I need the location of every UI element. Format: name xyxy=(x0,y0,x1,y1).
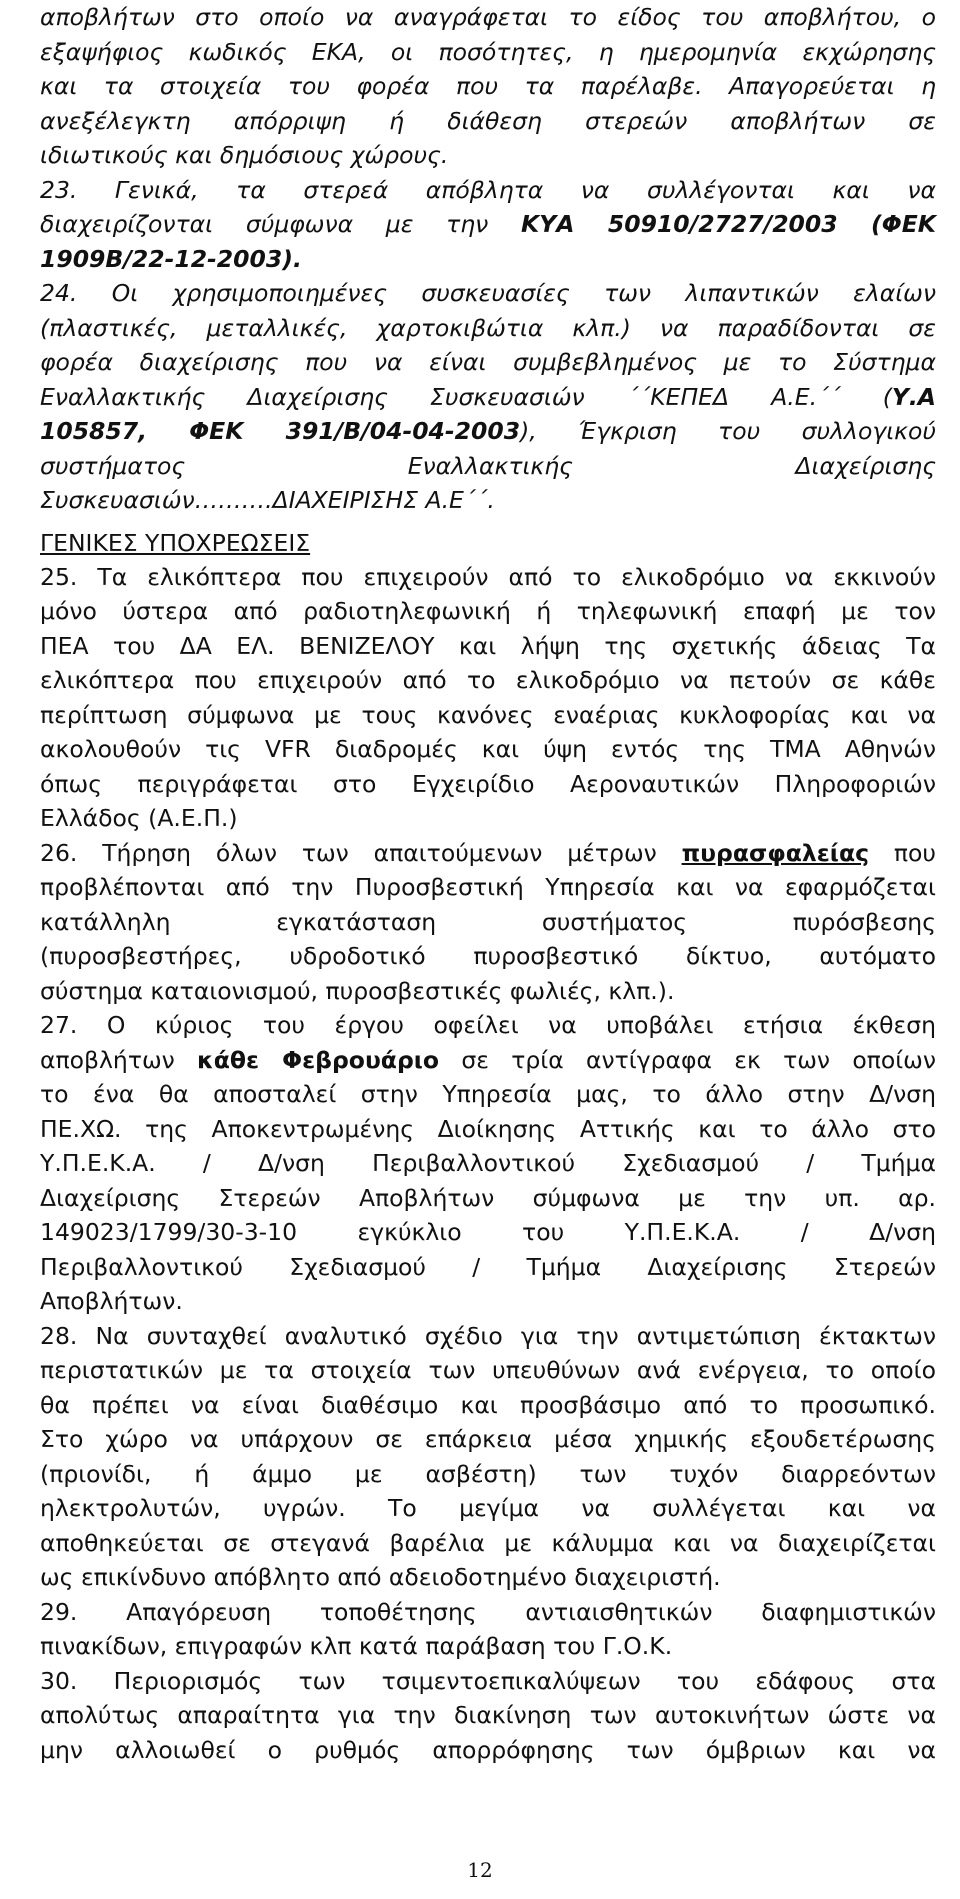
text-line: ανεξέλεγκτη απόρριψη ή διάθεση στερεών αποβλήτων σε xyxy=(40,106,936,135)
text-line: απολύτως απαραίτητα για την διακίνηση των αυτοκινήτων ώστε να xyxy=(40,1701,936,1729)
item-27 xyxy=(40,1008,936,1319)
text-line xyxy=(40,207,936,242)
text-line: 149023/1799/30-3-10 εγκύκλιο του Υ.Π.Ε.Κ.Α. / Δ/νση xyxy=(40,1218,936,1246)
kya-reference: ΚΥΑ 50910/2727/2003 (ΦΕΚ xyxy=(521,210,936,238)
text-line: Υ.Π.Ε.Κ.Α. / Δ/νση Περιβαλλοντικού Σχεδιασμού / Τμήμα xyxy=(40,1149,936,1177)
text-line: και τα στοιχεία του φορέα που τα παρέλαβε. Απαγορεύεται η xyxy=(40,72,936,100)
text-line: (πλαστικές, μεταλλικές, χαρτοκιβώτια κλπ.) να παραδίδονται σε xyxy=(40,313,936,342)
text-line: ΠΕΑ του ΔΑ ΕΛ. ΒΕΝΙΖΕΛΟΥ και λήψη της σχετικής άδειας Τα xyxy=(40,631,936,660)
text-line: μην αλλοιωθεί ο ρυθμός απορρόφησης των όμβριων και να xyxy=(40,1735,936,1764)
text-line: αποβλήτων στο οποίο να αναγράφεται το είδος του αποβλήτου, ο xyxy=(40,3,936,31)
text-line: 27. Ο κύριος του έργου οφείλει να υποβάλει ετήσια έκθεση xyxy=(40,1011,936,1039)
text-line: Αποβλήτων. xyxy=(40,1287,183,1315)
text-line xyxy=(40,836,936,871)
item-23 xyxy=(40,173,936,277)
text-span: 26. Τήρηση όλων των απαιτούμενων μέτρων xyxy=(40,838,682,867)
text-line: (πυροσβεστήρες, υδροδοτικό πυροσβεστικό δίκτυο, αυτόματο xyxy=(40,942,936,970)
text-line: περίπτωση σύμφωνα με τους κανόνες εναέριας κυκλοφορίας και να xyxy=(40,700,936,729)
text-line: αποθηκεύεται σε στεγανά βαρέλια με κάλυμμα και να διαχειρίζεται xyxy=(40,1528,936,1557)
text-line: κατάλληλη εγκατάσταση συστήματος πυρόσβεσης xyxy=(40,907,936,936)
text-line: ακολουθούν τις VFR διαδρομές και ύψη εντός της ΤΜΑ Αθηνών xyxy=(40,735,936,763)
page-number: 12 xyxy=(467,1858,493,1882)
text-line: μόνο ύστερα από ραδιοτηλεφωνική ή τηλεφωνική επαφή με τον xyxy=(40,597,936,625)
text-line: (πριονίδι, ή άμμο με ασβέστη) των τυχόν διαρρεόντων xyxy=(40,1459,936,1488)
item-25 xyxy=(40,560,936,836)
text-line: όπως περιγράφεται στο Εγχειρίδιο Αεροναυτικών Πληροφοριών xyxy=(40,769,936,798)
paragraph-intro xyxy=(40,0,936,173)
text-span: σε τρία αντίγραφα εκ των οποίων xyxy=(439,1045,936,1074)
ya-reference: Υ.Α xyxy=(891,382,936,411)
text-line: συστήματος Εναλλακτικής Διαχείρισης xyxy=(40,451,936,480)
item-24 xyxy=(40,276,936,518)
item-29 xyxy=(40,1595,936,1664)
item-26 xyxy=(40,836,936,1009)
text-line: φορέα διαχείρισης που να είναι συμβεβλημένος με το Σύστημα xyxy=(40,348,936,376)
text-span: ), Έγκριση του συλλογικού xyxy=(520,417,937,445)
spacer xyxy=(40,518,936,526)
february-emphasis: κάθε Φεβρουάριο xyxy=(197,1045,440,1074)
item-30 xyxy=(40,1664,936,1768)
text-line: 25. Τα ελικόπτερα που επιχειρούν από το ελικοδρόμιο να εκκινούν xyxy=(40,562,936,591)
text-line: θα πρέπει να είναι διαθέσιμο και προσβάσιμο από το προσωπικό. xyxy=(40,1390,936,1419)
text-line: ελικόπτερα που επιχειρούν από το ελικοδρόμιο να πετούν σε κάθε xyxy=(40,666,936,694)
text-line: το ένα θα αποσταλεί στην Υπηρεσία μας, το άλλο στην Δ/νση xyxy=(40,1080,936,1108)
text-line: σύστημα καταιονισμού, πυροσβεστικές φωλιές, κλπ.). xyxy=(40,976,675,1005)
fire-safety-emphasis: πυρασφαλείας xyxy=(681,838,870,867)
text-line: ΠΕ.ΧΩ. της Αποκεντρωμένης Διοίκησης Αττικής και το άλλο στο xyxy=(40,1114,936,1143)
text-line: Στο χώρο να υπάρχουν σε επάρκεια μέσα χημικής εξουδετέρωσης xyxy=(40,1425,936,1453)
text-line xyxy=(40,380,936,415)
text-line xyxy=(40,1043,936,1078)
text-span: αποβλήτων xyxy=(40,1045,198,1074)
item-28 xyxy=(40,1319,936,1595)
text-line: εξαψήφιος κωδικός ΕΚΑ, οι ποσότητες, η ημερομηνία εκχώρησης xyxy=(40,37,936,66)
text-line: Διαχείρισης Στερεών Αποβλήτων σύμφωνα με την υπ. αρ. xyxy=(40,1183,936,1212)
text-line: 24. Οι χρησιμοποιημένες συσκευασίες των λιπαντικών ελαίων xyxy=(40,279,936,307)
section-heading: ΓΕΝΙΚΕΣ ΥΠΟΧΡΕΩΣΕΙΣ xyxy=(40,528,311,557)
text-line xyxy=(40,414,936,449)
text-span: διαχειρίζονται σύμφωνα με την xyxy=(40,210,522,238)
text-line: πινακίδων, επιγραφών κλπ κατά παράβαση του Γ.Ο.Κ. xyxy=(40,1632,673,1660)
text-line: 29. Απαγόρευση τοποθέτησης αντιαισθητικών διαφημιστικών xyxy=(40,1597,936,1626)
text-line: 28. Να συνταχθεί αναλυτικό σχέδιο για την αντιμετώπιση έκτακτων xyxy=(40,1321,936,1350)
text-line: 30. Περιορισμός των τσιμεντοεπικαλύψεων του εδάφους στα xyxy=(40,1666,936,1695)
text-line: Ελλάδος (Α.Ε.Π.) xyxy=(40,804,238,832)
fek-reference: 105857, ΦΕΚ 391/Β/04-04-2003 xyxy=(40,417,521,445)
text-line: προβλέπονται από την Πυροσβεστική Υπηρεσία και να εφαρμόζεται xyxy=(40,873,936,901)
text-span: που xyxy=(869,838,937,867)
text-line: 1909Β/22-12-2003). xyxy=(40,244,302,273)
text-line: ιδιωτικούς και δημόσιους χώρους. xyxy=(40,141,449,169)
text-line: Περιβαλλοντικού Σχεδιασμού / Τμήμα Διαχείρισης Στερεών xyxy=(40,1252,936,1281)
text-line: ηλεκτρολυτών, υγρών. Το μεγίμα να συλλέγεται και να xyxy=(40,1494,936,1522)
text-line: Συσκευασιών……….ΔΙΑΧΕΙΡΙΣΗΣ Α.Ε΄΄. xyxy=(40,486,495,514)
text-line: ως επικίνδυνο απόβλητο από αδειοδοτημένο διαχειριστή. xyxy=(40,1563,721,1591)
text-line: περιστατικών με τα στοιχεία των υπευθύνων ανά ενέργεια, το οποίο xyxy=(40,1356,936,1384)
text-span: Εναλλακτικής Διαχείρισης Συσκευασιών ΄΄ΚΕΠΕΔ Α.Ε.΄΄ ( xyxy=(40,382,892,411)
text-line: 23. Γενικά, τα στερεά απόβλητα να συλλέγονται και να xyxy=(40,175,936,204)
